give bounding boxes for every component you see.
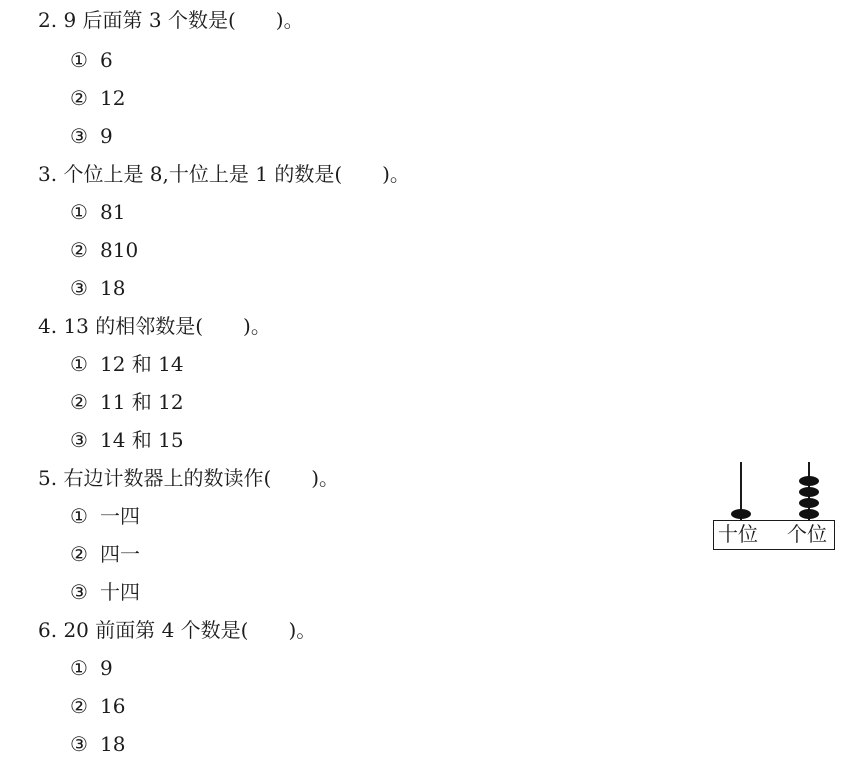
option-item (70, 86, 125, 110)
option-marker: ② (70, 542, 88, 566)
option-text: 9 (100, 124, 113, 148)
option-marker: ③ (70, 428, 88, 452)
option-marker: ① (70, 352, 88, 376)
option-text: 四一 (100, 542, 140, 566)
abacus-bead (731, 509, 751, 519)
option-marker: ① (70, 48, 88, 72)
tens-place-label: 十位 (718, 522, 758, 546)
option-text: 14 和 15 (100, 428, 184, 452)
option-text: 16 (100, 694, 126, 718)
abacus-bead (799, 509, 819, 519)
option-item (70, 580, 140, 604)
option-marker: ② (70, 238, 88, 262)
option-item (70, 504, 140, 528)
option-text: 12 (100, 86, 126, 110)
abacus-figure (713, 462, 837, 552)
option-item (70, 732, 125, 756)
option-item (70, 694, 125, 718)
abacus-bead (799, 476, 819, 486)
option-item (70, 542, 140, 566)
option-item (70, 352, 184, 376)
option-marker: ③ (70, 580, 88, 604)
option-item (70, 124, 113, 148)
question-stem: 5. 右边计数器上的数读作( )。 (38, 466, 340, 490)
option-marker: ① (70, 504, 88, 528)
option-marker: ③ (70, 276, 88, 300)
option-text: 11 和 12 (100, 390, 184, 414)
question-stem: 2. 9 后面第 3 个数是( )。 (38, 8, 304, 32)
option-text: 9 (100, 656, 113, 680)
option-text: 6 (100, 48, 113, 72)
option-marker: ① (70, 656, 88, 680)
option-marker: ② (70, 694, 88, 718)
abacus-bead (799, 498, 819, 508)
option-item (70, 390, 184, 414)
ones-place-label: 个位 (787, 522, 827, 546)
option-marker: ③ (70, 124, 88, 148)
option-item (70, 428, 184, 452)
option-item (70, 656, 113, 680)
option-text: 一四 (100, 504, 140, 528)
question-stem: 4. 13 的相邻数是( )。 (38, 314, 271, 338)
question-stem: 3. 个位上是 8,十位上是 1 的数是( )。 (38, 162, 410, 186)
option-item (70, 200, 125, 224)
option-text: 810 (100, 238, 139, 262)
option-marker: ② (70, 390, 88, 414)
option-item (70, 276, 125, 300)
option-text: 18 (100, 732, 126, 756)
option-marker: ① (70, 200, 88, 224)
question-stem: 6. 20 前面第 4 个数是( )。 (38, 618, 317, 642)
option-marker: ③ (70, 732, 88, 756)
option-text: 18 (100, 276, 126, 300)
option-item (70, 48, 113, 72)
option-marker: ② (70, 86, 88, 110)
option-text: 12 和 14 (100, 352, 184, 376)
option-text: 81 (100, 200, 126, 224)
option-text: 十四 (100, 580, 140, 604)
option-item (70, 238, 138, 262)
abacus-bead (799, 487, 819, 497)
